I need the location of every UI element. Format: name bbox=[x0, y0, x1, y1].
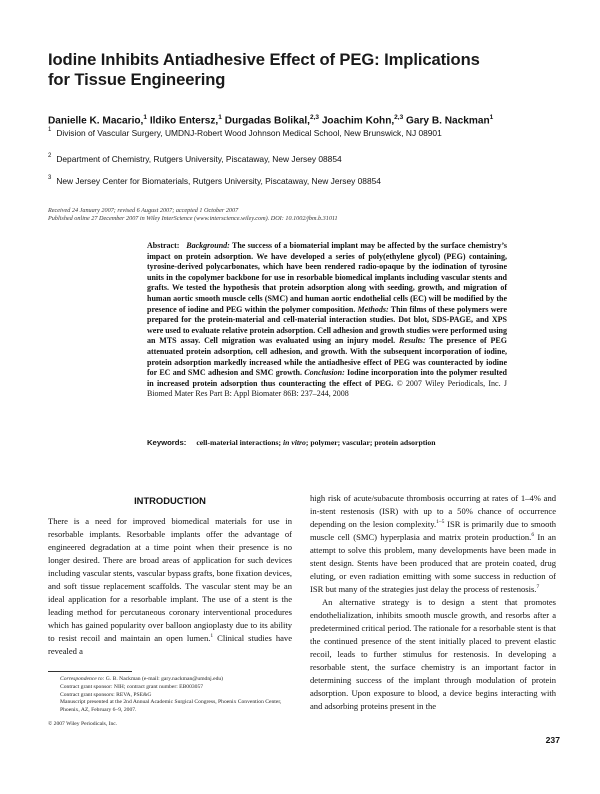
author-name: Joachim Kohn, bbox=[321, 115, 395, 127]
author-list bbox=[48, 114, 578, 126]
paragraph-text: There is a need for improved biomedical materials for use in resorbable implants. Resorbable implants offer the advantage of engineered degradation at a time point when their presence is no longer desired. There are broad areas of application for such devices including vascular stents, vascular bypass grafts, bone fixation devices, and soft tissue replacement scaffolds. The vascular stent may be an ideal application for a resorbable implant. The use of a stent is the leading method for percutaneous coronary interventional procedures which has gained popularity over balloon angioplasty due to its ability to resist recoil and maintain an open lumen. bbox=[48, 516, 292, 643]
received-dates: Received 24 January 2007; revised 6 August 2007; accepted 1 October 2007 bbox=[48, 207, 239, 214]
footnote-divider bbox=[48, 671, 132, 672]
paragraph-text: In an attempt to solve this problem, many developments have been made in stent design. Stents have been produced that are protein coated, drug eluting, or even radiation emitting with some success in reduction of ISR but many of the strategies just delay the process of restenosis. bbox=[310, 532, 556, 594]
grant-note: Contract grant sponsors: REVA, PSE&G bbox=[60, 691, 152, 698]
author-affiliation-ref: 2,3 bbox=[309, 114, 319, 121]
page-number: 237 bbox=[545, 735, 560, 745]
affiliation-text: New Jersey Center for Biomaterials, Rutgers University, Piscataway, New Jersey 08854 bbox=[56, 176, 381, 186]
citation-ref: 1–5 bbox=[436, 519, 445, 526]
author-name: Durgadas Bolikal, bbox=[224, 115, 310, 127]
publication-dates bbox=[48, 207, 568, 223]
keywords-text-rest: ; polymer; vascular; protein adsorption bbox=[305, 438, 436, 447]
citation-ref: 7 bbox=[536, 584, 540, 591]
citation-ref: 6 bbox=[531, 532, 535, 539]
paragraph-text: high risk of acute/subacute thrombosis occurring at rates of 1–4% and in-stent restenosis (ISR) with up to a 50% chance of occurrence depending on the lesion complexity. bbox=[310, 493, 556, 529]
methods-label: Methods: bbox=[357, 304, 389, 314]
paragraph: An alternative strategy is to design a stent that promotes endothelialization, inhibits smooth muscle growth, and resorbs after a predetermined critical period. The rationale for a resorbable stent is that the continued presence of the stent initially placed to prevent elastic recoil, leads to further stimulus for restenosis. In developing a resorbable stent, the surface chemistry is an important factor in determining success of the implant through modulation of protein adsorption. Upon exposure to blood, a device begins interacting with and adsorbing proteins present in the bbox=[310, 597, 556, 711]
correspondence-label: Correspondence to: bbox=[60, 676, 105, 682]
paragraph bbox=[48, 515, 292, 658]
body-column-left bbox=[48, 515, 292, 658]
author-affiliation-ref: 1 bbox=[489, 114, 494, 121]
abstract-results: The presence of PEG attenuated protein adsorption, cell adhesion, and growth. With the subsequent incorporation of iodine, protein adsorption markedly increased while the antiadhesive effect of PEG was counteracted by iodine for EC and SMC adhesion and SMC growth. bbox=[147, 336, 507, 378]
title-line-2: for Tissue Engineering bbox=[48, 69, 226, 89]
correspondence-text: G. B. Nackman (e-mail: gary.nackman@umdnj.edu) bbox=[104, 676, 224, 682]
title-line-1: Iodine Inhibits Antiadhesive Effect of PEG: Implications bbox=[48, 50, 480, 69]
author-name: Danielle K. Macario, bbox=[48, 115, 144, 127]
paragraph bbox=[310, 492, 556, 596]
abstract bbox=[147, 241, 507, 400]
abstract-background: The success of a biomaterial implant may be affected by the surface chemistry’s impact on protein adsorption. We have developed a series of poly(ethylene glycol) (PEG) containing, tyrosine-derived polycarbonates, which have been rendered radio-opaque by the iodination of tyrosine units in the copolymer backbone for use in resorbable biomedical implants including vascular stents and grafts. We tested the hypothesis that protein adsorption along with seeding, growth, and migration of human aortic smooth muscle cells (SMC) and human aortic endothelial cells (EC) will be modified by the presence of iodine and PEG within the polymer composition. bbox=[147, 241, 508, 314]
affiliation-3 bbox=[48, 176, 578, 186]
affiliation-text: Division of Vascular Surgery, UMDNJ-Robert Wood Johnson Medical School, New Brunswick, NJ 08901 bbox=[56, 128, 442, 138]
keywords-italic: in vitro bbox=[282, 438, 306, 447]
author-affiliation-ref: 1 bbox=[143, 114, 147, 121]
affiliation-2 bbox=[48, 154, 578, 164]
footnote-copyright: © 2007 Wiley Periodicals, Inc. bbox=[48, 720, 118, 727]
article-title bbox=[48, 50, 558, 89]
affiliation-number: 2 bbox=[48, 153, 52, 159]
paragraph-text: Clinical studies have revealed a bbox=[48, 633, 292, 656]
author-name: Gary B. Nackman bbox=[406, 115, 490, 127]
affiliation-1 bbox=[48, 128, 578, 138]
background-label: Background: bbox=[186, 241, 230, 250]
keywords-text: cell-material interactions; bbox=[196, 438, 282, 447]
keywords-label: Keywords: bbox=[147, 438, 187, 447]
abstract-methods: Thin films of these polymers were prepared for the protein-material and cell-material interaction studies. Dot blot, SDS-PAGE, and XPS were used to evaluate relative protein adsorption. Cell adhesion and growth studies were performed using an MTS assay. Cell migration was evaluated using an injury model. bbox=[147, 304, 508, 346]
affiliation-text: Department of Chemistry, Rutgers University, Piscataway, New Jersey 08854 bbox=[56, 154, 342, 164]
affiliation-number: 1 bbox=[48, 127, 52, 133]
correspondence-note bbox=[48, 676, 298, 684]
paragraph-text: ISR is primarily due to smooth muscle cell (SMC) hyperplasia and matrix protein production. bbox=[310, 519, 556, 542]
abstract-label: Abstract: bbox=[147, 241, 180, 250]
results-label: Results: bbox=[399, 336, 426, 346]
author-name: Ildiko Entersz, bbox=[149, 115, 219, 127]
conclusion-label: Conclusion: bbox=[304, 368, 345, 378]
footnotes bbox=[48, 676, 298, 729]
published-online: Published online 27 December 2007 in Wiley InterScience (www.interscience.wiley.com). DOI: 10.1002/jbm.b.31011 bbox=[48, 215, 338, 223]
author-affiliation-ref: 1 bbox=[218, 114, 222, 121]
section-heading: INTRODUCTION bbox=[134, 495, 206, 506]
affiliation-number: 3 bbox=[48, 175, 52, 181]
author-affiliation-ref: 2,3 bbox=[394, 114, 404, 121]
citation-ref: 1 bbox=[210, 633, 214, 640]
keywords bbox=[147, 438, 527, 447]
presentation-note: Manuscript presented at the 2nd Annual Academic Surgical Congress, Phoenix Convention Center, Phoenix, AZ, February 6–9, 2007. bbox=[60, 699, 282, 714]
abstract-copyright: © 2007 Wiley Periodicals, Inc. J Biomed Mater Res Part B: Appl Biomater 86B: 237–244, 2008 bbox=[147, 378, 507, 399]
body-column-right bbox=[310, 492, 556, 713]
abstract-conclusion: Iodine incorporation into the polymer resulted in increased protein adsorption thus counteracting the effect of PEG. bbox=[147, 368, 508, 388]
grant-note: Contract grant sponsor: NIH; contract grant number: EB003057 bbox=[60, 683, 204, 690]
